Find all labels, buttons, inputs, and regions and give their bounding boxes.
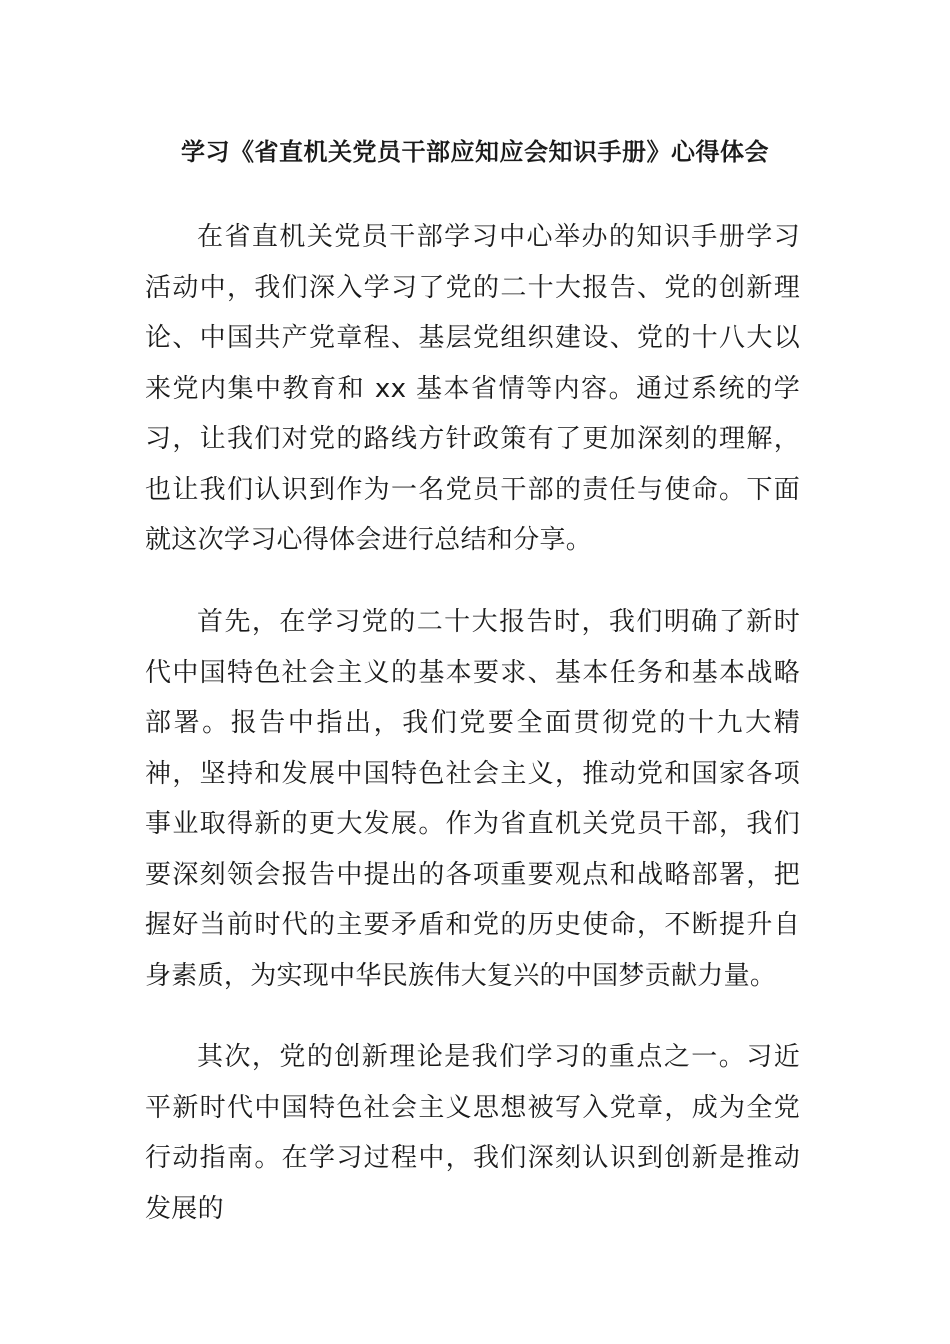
document-title: 学习《省直机关党员干部应知应会知识手册》心得体会: [181, 138, 769, 166]
paragraph-intro: 在省直机关党员干部学习中心举办的知识手册学习活动中，我们深入学习了党的二十大报告、党的创新理论、中国共产党章程、基层党组织建设、党的十八大以来党内集中教育和 xx 基本省情等内容。通过系统的学习，让我们对党的路线方针政策有了更加深刻的理解，也让我们认识到作为一名党员干部的责任与使命。下面就这次学习心得体会进行总结和分享。: [145, 222, 800, 555]
paragraph-second: 其次，党的创新理论是我们学习的重点之一。习近平新时代中国特色社会主义思想被写入党章，成为全党行动指南。在学习过程中，我们深刻认识到创新是推动发展的: [145, 1042, 800, 1224]
paragraph-first: 首先，在学习党的二十大报告时，我们明确了新时代中国特色社会主义的基本要求、基本任务和基本战略部署。报告中指出，我们党要全面贯彻党的十九大精神，坚持和发展中国特色社会主义，推动党和国家各项事业取得新的更大发展。作为省直机关党员干部，我们要深刻领会报告中提出的各项重要观点和战略部署，把握好当前时代的主要矛盾和党的历史使命，不断提升自身素质，为实现中华民族伟大复兴的中国梦贡献力量。: [145, 607, 800, 991]
